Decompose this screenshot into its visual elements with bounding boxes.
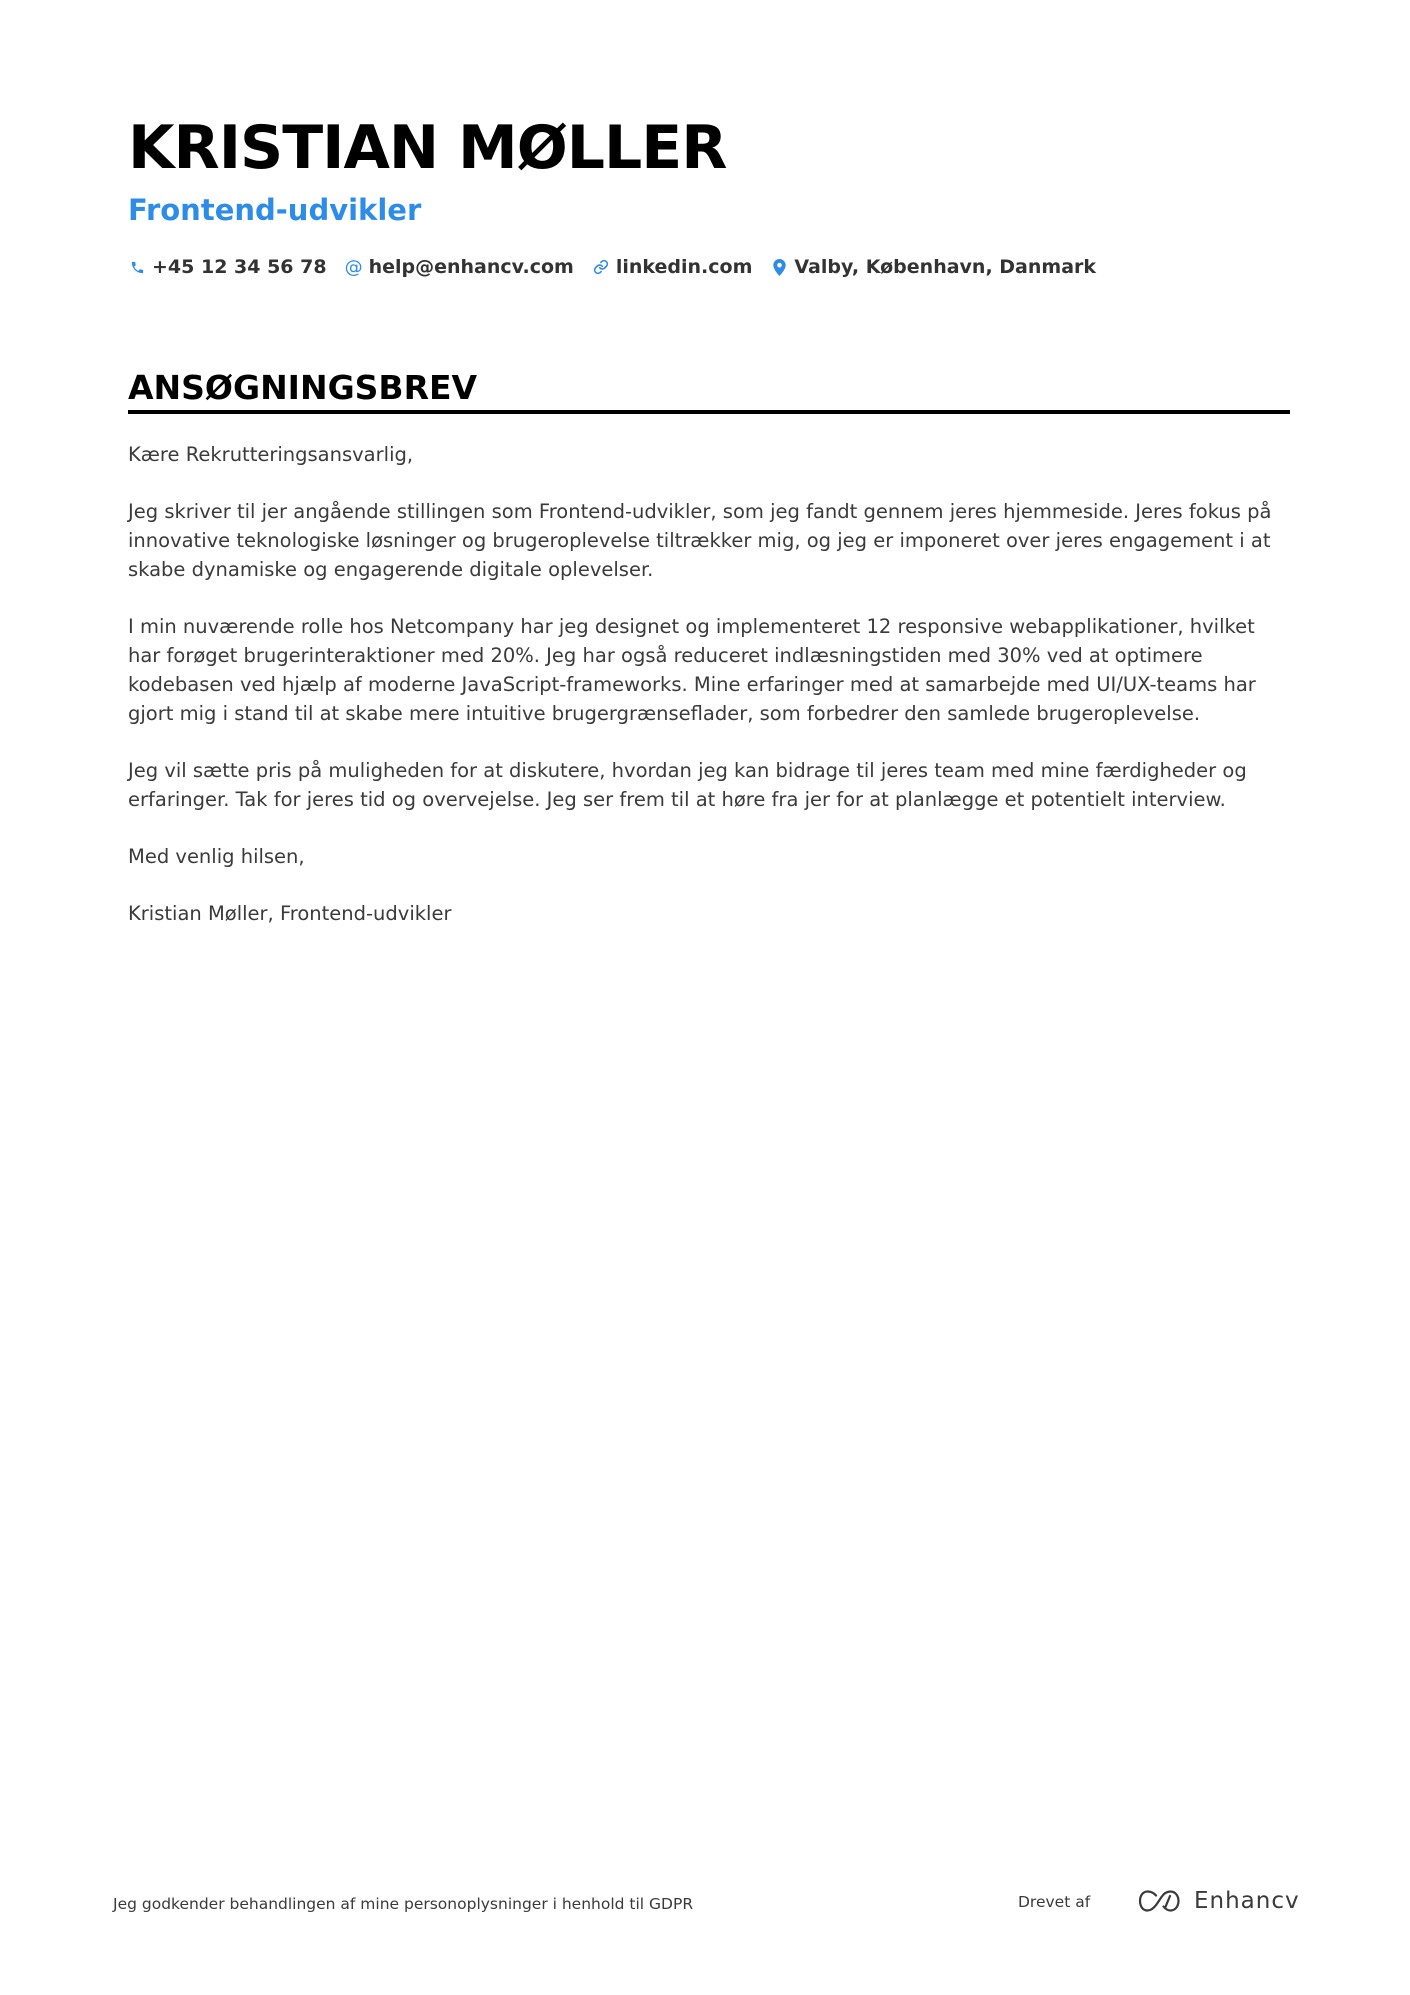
enhancv-brand[interactable] bbox=[1138, 1886, 1300, 1916]
phone-icon bbox=[128, 257, 146, 277]
location-text: Valby, København, Danmark bbox=[794, 256, 1097, 278]
contact-location bbox=[770, 256, 1096, 278]
letter-body bbox=[128, 440, 1290, 956]
location-pin-icon bbox=[770, 257, 788, 277]
signature: Kristian Møller, Frontend-udvikler bbox=[128, 902, 452, 925]
link-icon bbox=[592, 257, 610, 277]
letter-paragraph: Jeg vil sætte pris på muligheden for at diskutere, hvordan jeg kan bidrage til jeres team med mine færdigheder og erfaringer. Tak for jeres tid og overvejelse. Jeg ser frem til at høre fra jer for at planlægge et potentielt interview. bbox=[128, 759, 1247, 811]
email-text: help@enhancv.com bbox=[368, 256, 574, 278]
section-title: ANSØGNINGSBREV bbox=[128, 368, 478, 407]
at-icon: @ bbox=[344, 256, 363, 278]
phone-text: +45 12 34 56 78 bbox=[152, 256, 327, 278]
enhancv-logo-icon bbox=[1138, 1889, 1184, 1913]
contact-bar bbox=[128, 252, 1114, 282]
brand-name: Enhancv bbox=[1194, 1888, 1300, 1914]
contact-email[interactable] bbox=[345, 256, 574, 278]
contact-website[interactable] bbox=[592, 256, 753, 278]
salutation: Kære Rekrutteringsansvarlig, bbox=[128, 443, 414, 466]
letter-paragraph: Jeg skriver til jer angående stillingen som Frontend-udvikler, som jeg fandt gennem jeres hjemmeside. Jeres fokus på innovative teknologiske løsninger og brugeroplevelse tiltrækker mig, og jeg er imponeret over jeres engagement i at skabe dynamiske og engagerende digitale oplevelser. bbox=[128, 500, 1272, 581]
job-title: Frontend-udvikler bbox=[128, 193, 422, 227]
closing: Med venlig hilsen, bbox=[128, 845, 305, 868]
candidate-name: KRISTIAN MØLLER bbox=[128, 113, 727, 183]
section-divider bbox=[128, 410, 1290, 414]
website-text: linkedin.com bbox=[615, 256, 753, 278]
contact-phone bbox=[128, 256, 327, 278]
letter-paragraph: I min nuværende rolle hos Netcompany har jeg designet og implementeret 12 responsive webapplikationer, hvilket har forøget brugerinteraktioner med 20%. Jeg har også reduceret indlæsningstiden med 30% ved at optimere kodebasen ved hjælp af moderne JavaScript-frameworks. Mine erfaringer med at samarbejde med UI/UX-teams har gjort mig i stand til at skabe mere intuitive brugergrænseflader, som forbedrer den samlede brugeroplevelse. bbox=[128, 615, 1256, 725]
gdpr-consent: Jeg godkender behandlingen af mine personoplysninger i henhold til GDPR bbox=[113, 1895, 694, 1913]
powered-by-label: Drevet af bbox=[1018, 1893, 1091, 1911]
